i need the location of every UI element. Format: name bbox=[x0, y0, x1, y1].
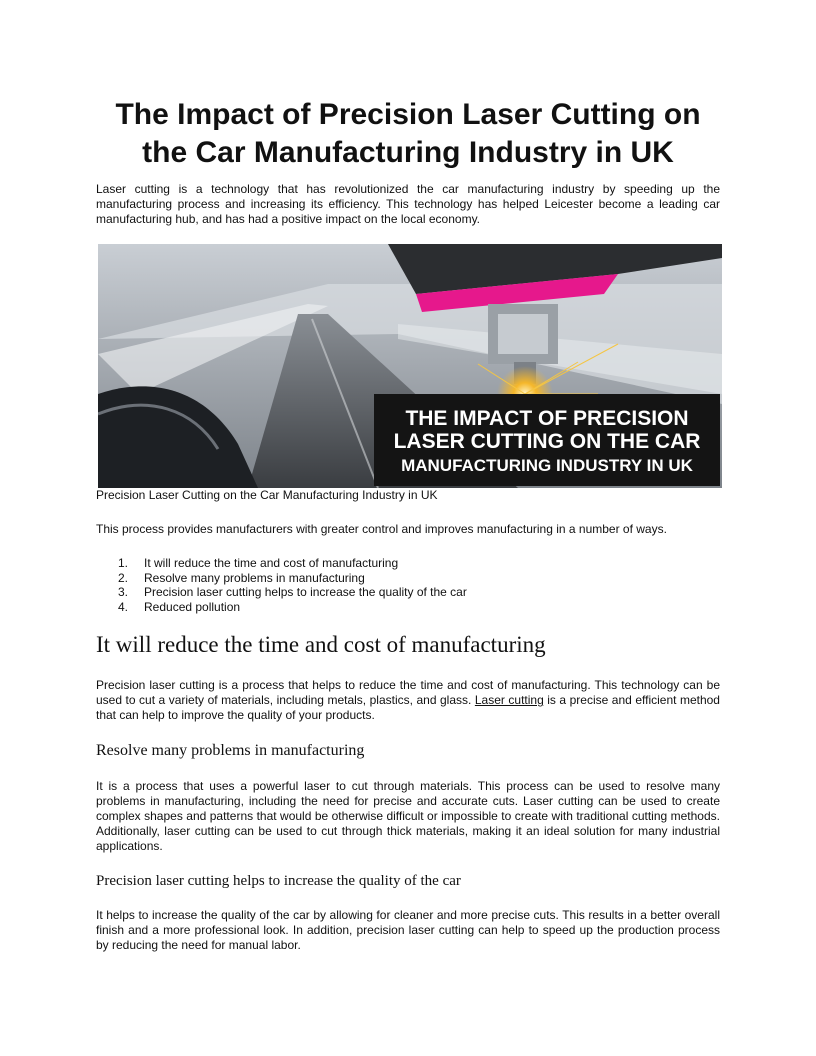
list-item-number: 3. bbox=[118, 585, 129, 599]
section-paragraph-resolve-problems: It is a process that uses a powerful laser to cut through materials. This process can be used to resolve many problems in manufacturing, including the need for precise and accurate cuts. Laser cutting can be used to create complex shapes and patterns that would be otherwise difficult or impossible to create with traditional cutting methods. Additionally, laser cutting can be used to cut through thick materials, making it an ideal solution for many industrial applications. bbox=[96, 779, 720, 853]
section-heading-reduce-cost: It will reduce the time and cost of manufacturing bbox=[96, 632, 546, 657]
hero-title-line-3: MANUFACTURING INDUSTRY IN UK bbox=[401, 456, 693, 475]
image-caption: Precision Laser Cutting on the Car Manufacturing Industry in UK bbox=[96, 488, 438, 502]
paragraph-text: Precision laser cutting is a process that helps to reduce the time and cost of manufacturing. This technology can be used to cut a variety of materials, including metals, plastics, and glass. bbox=[96, 678, 720, 707]
list-item-text: It will reduce the time and cost of manufacturing bbox=[144, 556, 399, 570]
laser-cutting-link[interactable]: Laser cutting bbox=[474, 693, 544, 707]
hero-title-box bbox=[374, 394, 720, 486]
list-item bbox=[96, 556, 467, 571]
list-item-number: 1. bbox=[118, 556, 129, 570]
section-paragraph-reduce-cost bbox=[96, 678, 720, 723]
hero-image bbox=[98, 244, 722, 488]
benefits-list bbox=[96, 556, 467, 614]
section-heading-resolve-problems: Resolve many problems in manufacturing bbox=[96, 742, 365, 759]
intro-paragraph: Laser cutting is a technology that has revolutionized the car manufacturing industry by speeding up the manufacturing process and increasing its efficiency. This technology has helped Leicester become a leading car manufacturing hub, and has had a positive impact on the local economy. bbox=[96, 182, 720, 226]
list-item bbox=[96, 571, 467, 586]
list-item-number: 2. bbox=[118, 570, 129, 585]
section-heading-quality: Precision laser cutting helps to increase the quality of the car bbox=[96, 873, 461, 889]
hero-title-line-2: LASER CUTTING ON THE CAR bbox=[393, 430, 701, 453]
list-item bbox=[96, 585, 467, 600]
list-item-number: 4. bbox=[118, 599, 129, 614]
hero-title-line-1: THE IMPACT OF PRECISION bbox=[405, 407, 689, 430]
process-intro-paragraph: This process provides manufacturers with greater control and improves manufacturing in a number of ways. bbox=[96, 522, 667, 536]
list-item-text: Precision laser cutting helps to increase the quality of the car bbox=[144, 585, 467, 599]
paragraph-text: is a precise and efficient method that can help to improve the quality of your products. bbox=[96, 693, 720, 722]
list-item bbox=[96, 600, 467, 615]
list-item-text: Reduced pollution bbox=[144, 599, 241, 614]
page-title: The Impact of Precision Laser Cutting on the Car Manufacturing Industry in UK bbox=[115, 98, 701, 169]
list-item-text: Resolve many problems in manufacturing bbox=[144, 570, 365, 585]
section-paragraph-quality: It helps to increase the quality of the car by allowing for cleaner and more precise cuts. This results in a better overall finish and a more professional look. In addition, precision laser cutting can help to speed up the production process by reducing the need for manual labor. bbox=[96, 908, 720, 952]
